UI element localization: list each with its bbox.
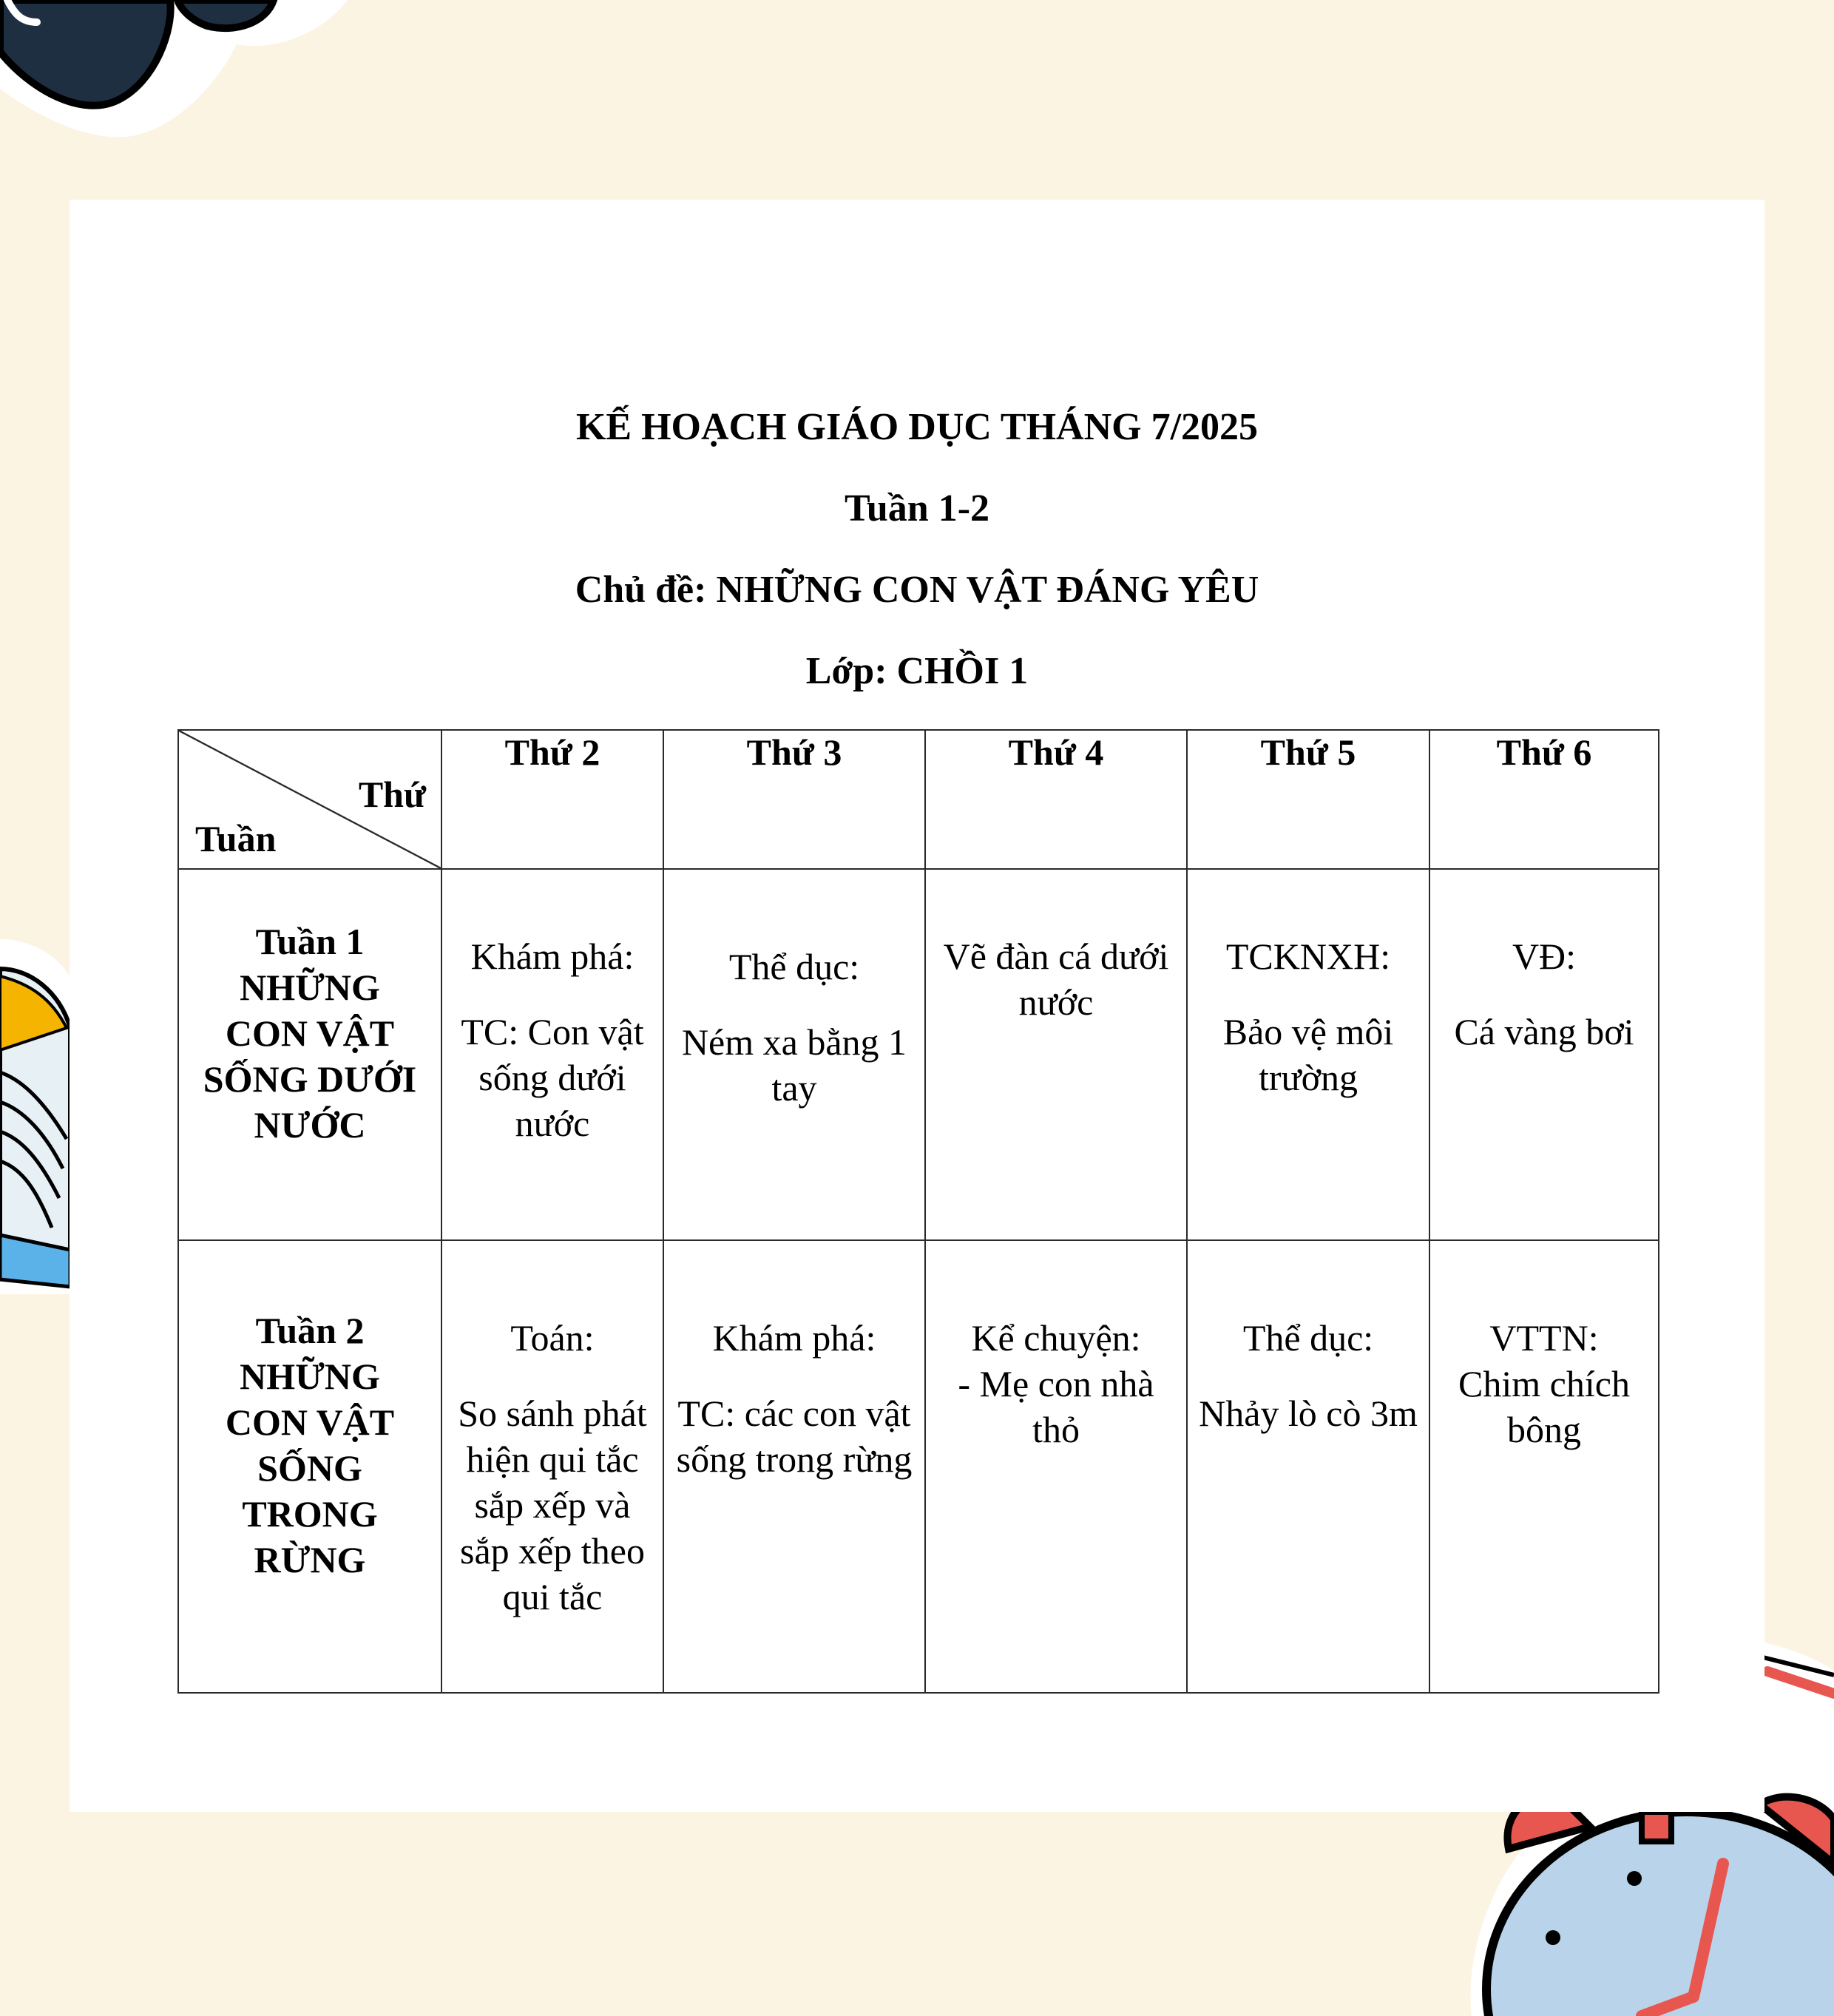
document-sheet xyxy=(70,200,1764,1812)
activity-cell xyxy=(441,869,663,1240)
day-header-wed: Thứ 4 xyxy=(925,730,1187,869)
day-header-mon: Thứ 2 xyxy=(441,730,663,869)
theme-line: Chủ đề: NHỮNG CON VẬT ĐÁNG YÊU xyxy=(575,569,1259,611)
activity-cell xyxy=(925,869,1187,1240)
week-2-label-line: SỐNG xyxy=(257,1447,362,1489)
day-header-thu: Thứ 5 xyxy=(1187,730,1429,869)
activity-subject: VĐ: xyxy=(1512,936,1577,977)
day-header-tue: Thứ 3 xyxy=(663,730,925,869)
week-1-label-cell xyxy=(178,869,441,1240)
week-2-label-line: RỪNG xyxy=(254,1539,366,1580)
activity-detail: So sánh phát hiện qui tắc sắp xếp và sắp xếp theo qui tắc xyxy=(458,1393,647,1617)
activity-detail: Cá vàng bơi xyxy=(1454,1011,1634,1052)
activity-cell xyxy=(441,1240,663,1693)
activity-subject: Kể chuyện: xyxy=(971,1317,1141,1359)
activity-subject: Khám phá: xyxy=(712,1317,876,1359)
document-title: KẾ HOẠCH GIÁO DỤC THÁNG 7/2025 xyxy=(575,406,1259,448)
activity-detail: TC: Con vật sống dưới nước xyxy=(461,1011,644,1144)
week-2-label-line: CON VẬT xyxy=(225,1401,395,1443)
corner-label-week: Tuần xyxy=(195,818,277,859)
table-row-week-1 xyxy=(178,869,1659,1240)
activity-cell xyxy=(1187,1240,1429,1693)
activity-cell xyxy=(1429,869,1659,1240)
activity-subject: VTTN: xyxy=(1489,1317,1599,1359)
week-2-label-line: NHỮNG xyxy=(240,1356,380,1397)
day-header-fri: Thứ 6 xyxy=(1429,730,1659,869)
activity-detail: - Mẹ con nhà thỏ xyxy=(958,1363,1154,1450)
activity-cell xyxy=(1429,1240,1659,1693)
week-1-label-line: CON VẬT xyxy=(225,1012,395,1054)
activity-detail: Chim chích bông xyxy=(1458,1363,1630,1450)
week-1-label-line: NƯỚC xyxy=(254,1104,366,1146)
activity-subject: Thể dục: xyxy=(728,946,860,987)
week-2-label-cell xyxy=(178,1240,441,1693)
week-range: Tuần 1-2 xyxy=(844,487,990,530)
open-book-decoration-icon xyxy=(0,939,74,1294)
lesson-plan-table xyxy=(177,729,1659,1694)
activity-detail: Ném xa bằng 1 tay xyxy=(681,1021,907,1109)
week-2-label-line: TRONG xyxy=(242,1493,378,1535)
activity-detail: Nhảy lò cò 3m xyxy=(1199,1393,1418,1434)
activity-subject: Toán: xyxy=(510,1317,595,1359)
corner-header-cell xyxy=(178,730,441,869)
corner-label-day: Thứ xyxy=(358,774,426,815)
activity-detail: TC: các con vật sống trong rừng xyxy=(676,1393,913,1480)
week-1-label-line: NHỮNG xyxy=(240,967,380,1008)
activity-cell xyxy=(663,1240,925,1693)
table-row-week-2 xyxy=(178,1240,1659,1693)
activity-cell xyxy=(925,1240,1187,1693)
activity-subject: Thể dục: xyxy=(1242,1317,1374,1359)
activity-subject: TCKNXH: xyxy=(1225,936,1391,977)
week-1-label-line: Tuần 1 xyxy=(255,921,365,962)
activity-subject: Vẽ đàn cá dưới nước xyxy=(943,936,1169,1023)
activity-subject: Khám phá: xyxy=(470,936,635,977)
table-header-row xyxy=(178,730,1659,869)
activity-cell xyxy=(663,869,925,1240)
sunglasses-decoration-icon xyxy=(0,0,370,148)
activity-detail: Bảo vệ môi trường xyxy=(1222,1011,1394,1098)
activity-cell xyxy=(1187,869,1429,1240)
class-line: Lớp: CHỒI 1 xyxy=(805,650,1029,692)
week-2-label-line: Tuần 2 xyxy=(255,1310,365,1351)
week-1-label-line: SỐNG DƯỚI xyxy=(203,1058,417,1100)
